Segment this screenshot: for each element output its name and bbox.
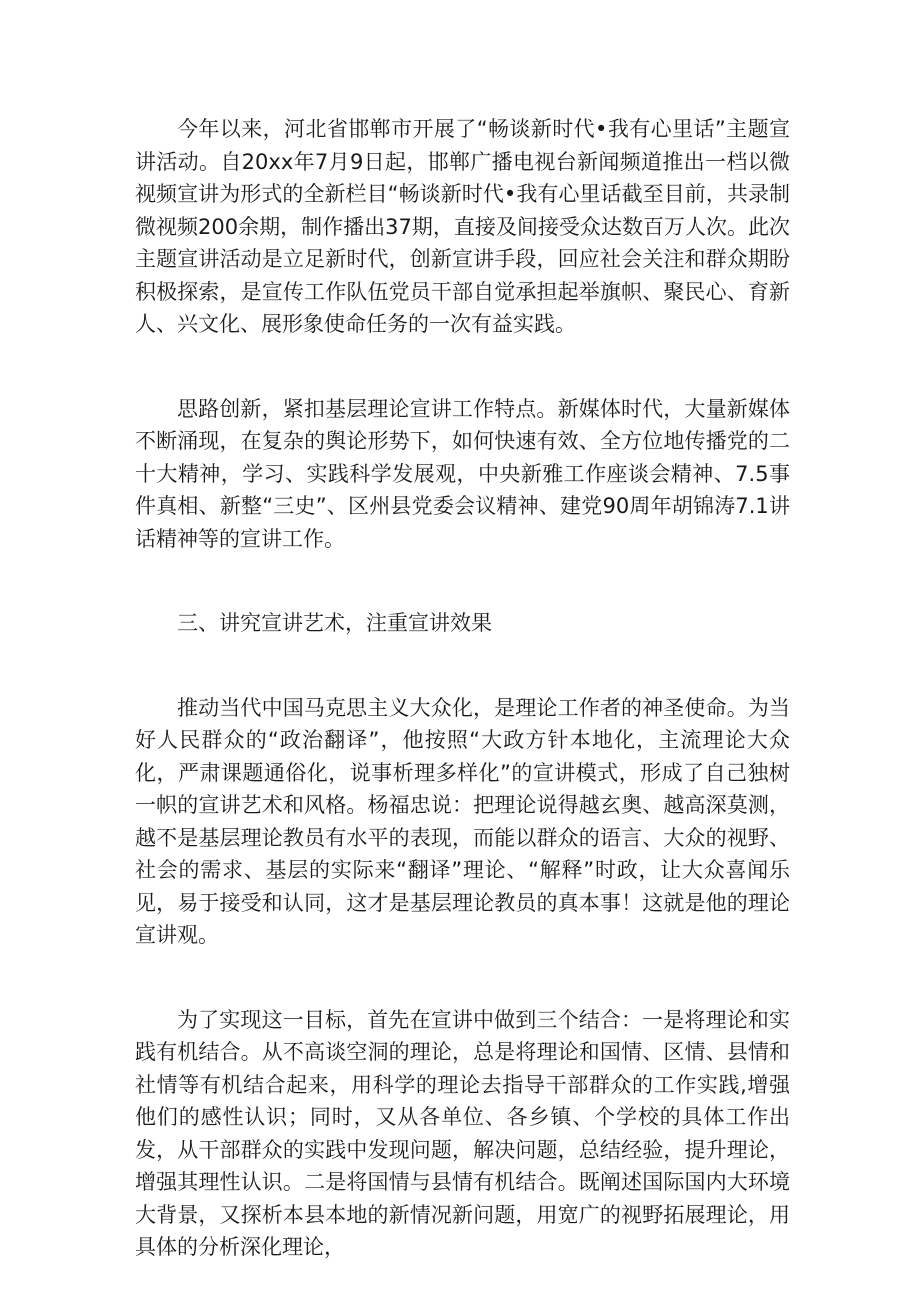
document-body [135,113,790,1264]
paragraph-3: 推动当代中国马克思主义大众化，是理论工作者的神圣使命。为当好人民群众的“政治翻译”，他按照“大政方针本地化，主流理论大众化，严肃课题通俗化，说事析理多样化”的宣讲模式，形成了自己独树一帜的宣讲艺术和风格。杨福忠说：把理论说得越玄奥、越高深莫测，越不是基层理论教员有水平的表现，而能以群众的语言、大众的视野、社会的需求、基层的实际来“翻译”理论、“解释”时政，让大众喜闻乐见，易于接受和认同，这才是基层理论教员的真本事！这就是他的理论宣讲观。 [135,695,790,947]
paragraph-1: 今年以来，河北省邯郸市开展了“畅谈新时代•我有心里话”主题宣讲活动。自20xx年7月9日起，邯郸广播电视台新闻频道推出一档以微视频宣讲为形式的全新栏目“畅谈新时代•我有心里话截至目前，共录制微视频200余期，制作播出37期，直接及间接受众达数百万人次。此次主题宣讲活动是立足新时代，创新宣讲手段，回应社会关注和群众期盼积极探索，是宣传工作队伍党员干部自觉承担起举旗帜、聚民心、育新人、兴文化、展形象使命任务的一次有益实践。 [135,117,790,336]
section-heading: 三、讲究宣讲艺术，注重宣讲效果 [177,611,492,635]
paragraph-2: 思路创新，紧扣基层理论宣讲工作特点。新媒体时代，大量新媒体不断涌现，在复杂的舆论形势下，如何快速有效、全方位地传播党的二十大精神，学习、实践科学发展观，中央新雅工作座谈会精神、7.5事件真相、新整“三史”、区州县党委会议精神、建党90周年胡锦涛7.1讲话精神等的宣讲工作。 [135,396,790,551]
paragraph-4: 为了实现这一目标，首先在宣讲中做到三个结合：一是将理论和实践有机结合。从不高谈空洞的理论，总是将理论和国情、区情、县情和社情等有机结合起来，用科学的理论去指导干部群众的工作实践,增强他们的感性认识；同时，又从各单位、各乡镇、个学校的具体工作出发，从干部群众的实践中发现问题，解决问题，总结经验，提升理论，增强其理性认识。二是将国情与县情有机结合。既阐述国际国内大环境大背景，又探析本县本地的新情况新问题，用宽广的视野拓展理论，用具体的分析深化理论， [135,1007,790,1259]
